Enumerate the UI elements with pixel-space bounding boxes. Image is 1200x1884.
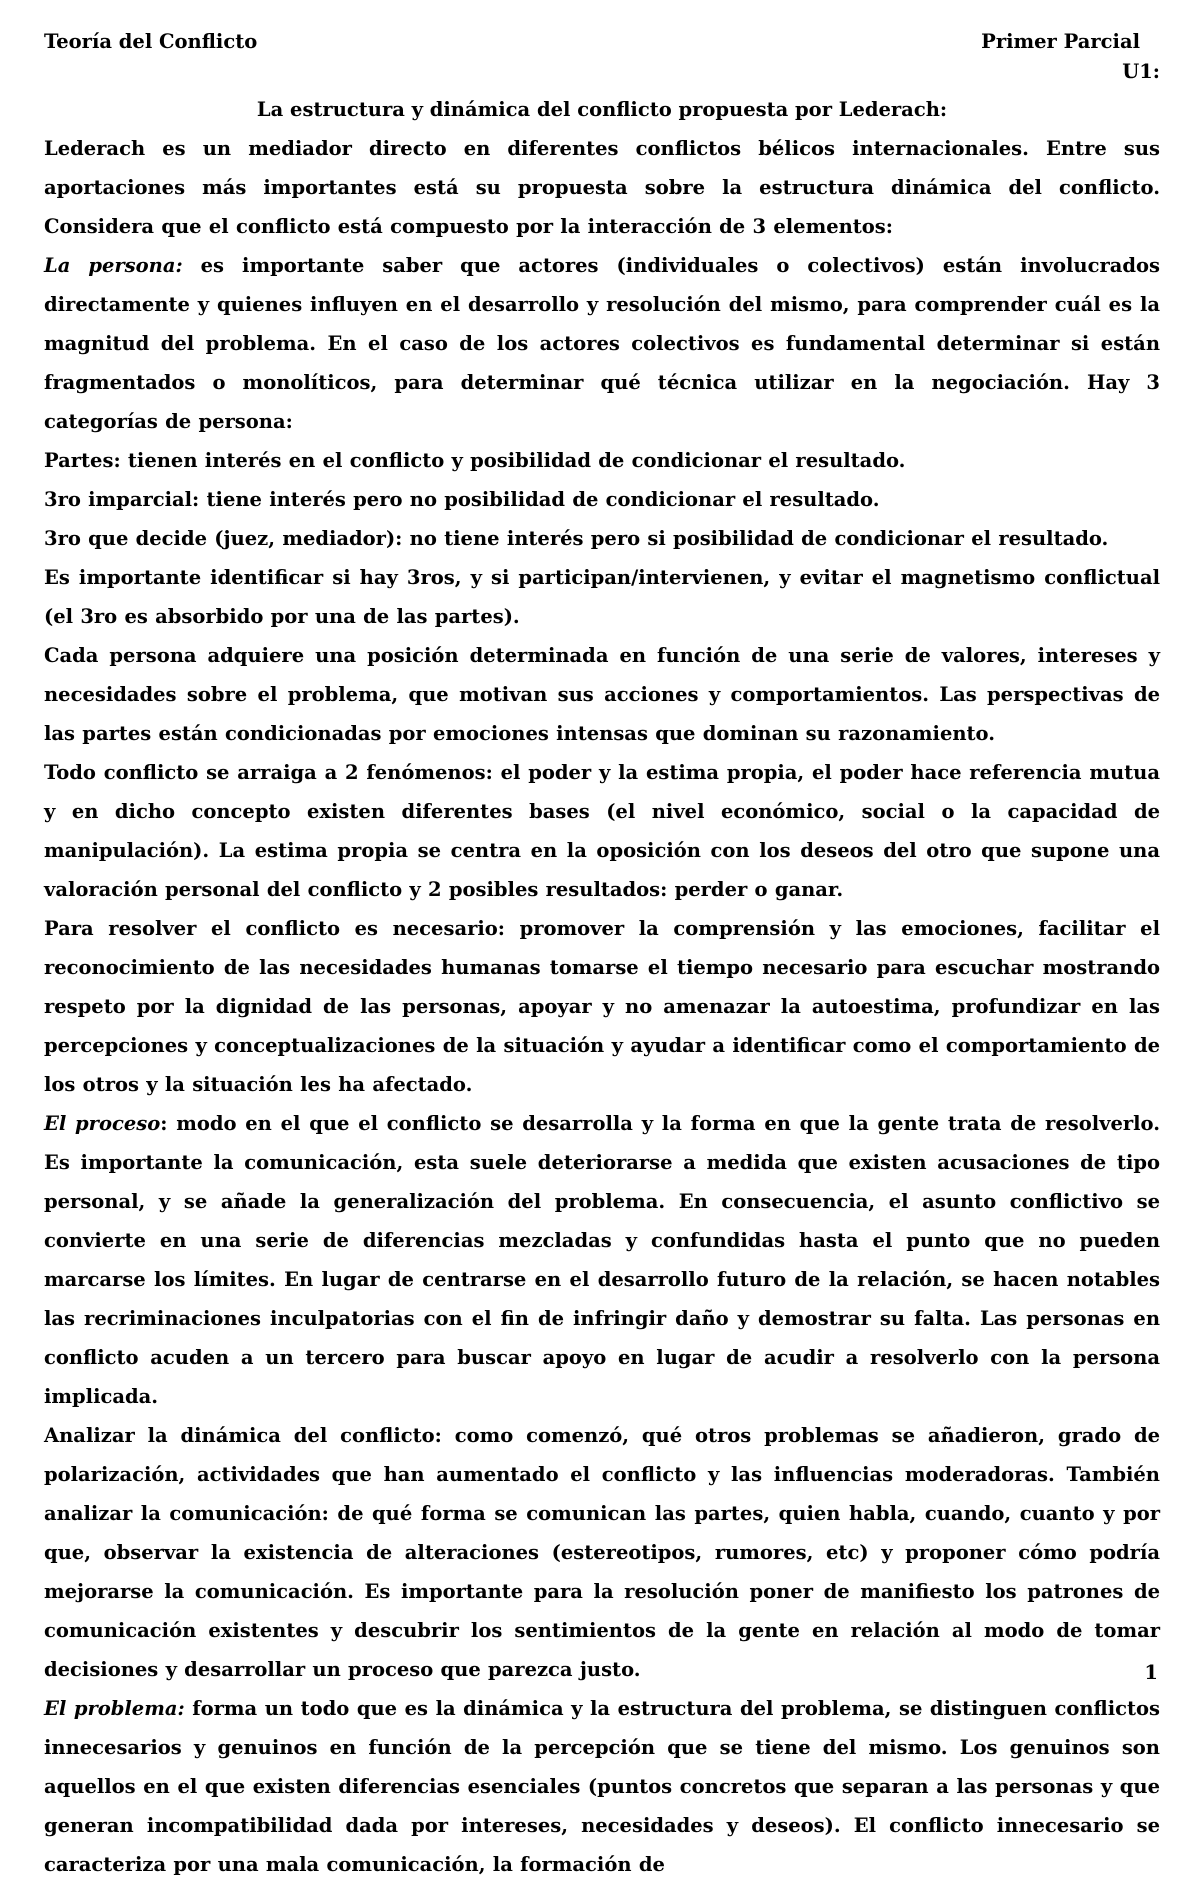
partes-paragraph: Partes: tienen interés en el conflicto y posibilidad de condicionar el resultado. [44,449,906,472]
persona-paragraph [44,246,1160,441]
problema-text: forma un todo que es la dinámica y la estructura del problema, se distinguen conflictos innecesarios y genuinos en función de la percepción que se tiene del mismo. Los genuinos son aquellos en el que existen diferencias esenciales (puntos concretos que separan a las personas y que generan incompatibilidad dada por intereses, necesidades y deseos). El conflicto innecesario se caracteriza por una mala comunicación, la formación de [44,1697,1160,1876]
proceso-text: : modo en el que el conflicto se desarrolla y la forma en que la gente trata de resolverlo. Es importante la comunicación, esta suele deteriorarse a medida que existen acusaciones de tipo personal, y se añade la generalización del problema. En consecuencia, el asunto conflictivo se convierte en una serie de diferencias mezcladas y confundidas hasta el punto que no pueden marcarse los límites. En lugar de centrarse en el desarrollo futuro de la relación, se hacen notables las recriminaciones inculpatorias con el fin de infringir daño y demostrar su falta. Las personas en conflicto acuden a un tercero para buscar apoyo en lugar de acudir a resolverlo con la persona implicada. [44,1112,1160,1408]
posicion-paragraph: Cada persona adquiere una posición determinada en función de una serie de valores, intereses y necesidades sobre el problema, que motivan sus acciones y comportamientos. Las perspectivas de las partes están condicionadas por emociones intensas que dominan su razonamiento. [44,644,1160,745]
dinamica-paragraph: Analizar la dinámica del conflicto: como comenzó, qué otros problemas se añadieron, grado de polarización, actividades que han aumentado el conflicto y las influencias moderadoras. También analizar la comunicación: de qué forma se comunican las partes, quien habla, cuando, cuanto y por que, observar la existencia de alteraciones (estereotipos, rumores, etc) y proponer cómo podría mejorarse la comunicación. Es importante para la resolución poner de manifiesto los patrones de comunicación existentes y descubrir los sentimientos de la gente en relación al modo de tomar decisiones y desarrollar un proceso que parezca justo. [44,1424,1160,1681]
fenomenos-paragraph: Todo conflicto se arraiga a 2 fenómenos: el poder y la estima propia, el poder hace referencia mutua y en dicho concepto existen diferentes bases (el nivel económico, social o la capacidad de manipulación). La estima propia se centra en la oposición con los deseos del otro que supone una valoración personal del conflicto y 2 posibles resultados: perder o ganar. [44,761,1160,901]
persona-text: es importante saber que actores (individuales o colectivos) están involucrados directamente y quienes influyen en el desarrollo y resolución del mismo, para comprender cuál es la magnitud del problema. En el caso de los actores colectivos es fundamental determinar si están fragmentados o monolíticos, para determinar qué técnica utilizar en la negociación. Hay 3 categorías de persona: [44,254,1160,433]
document-title: La estructura y dinámica del conflicto propuesta por Lederach: [256,98,948,121]
course-title: Teoría del Conflicto [44,30,258,53]
persona-heading: La persona: [44,254,183,277]
page-number: 1 [1144,1661,1158,1684]
intro-paragraph: Lederach es un mediador directo en diferentes conflictos bélicos internacionales. Entre sus aportaciones más importantes está su propuesta sobre la estructura dinámica del conflicto. Considera que el conflicto está compuesto por la interacción de 3 elementos: [44,137,1160,238]
resolver-paragraph: Para resolver el conflicto es necesario: promover la comprensión y las emociones, facilitar el reconocimiento de las necesidades humanas tomarse el tiempo necesario para escuchar mostrando respeto por la dignidad de las personas, apoyar y no amenazar la autoestima, profundizar en las percepciones y conceptualizaciones de la situación y ayudar a identificar como el comportamiento de los otros y la situación les ha afectado. [44,917,1160,1096]
tercero-decide-paragraph: 3ro que decide (juez, mediador): no tiene interés pero si posibilidad de condicionar el resultado. [44,527,1109,550]
document-body [44,129,1160,1884]
unit-label: U1: [1122,60,1160,83]
problema-heading: El problema: [44,1697,185,1720]
exam-label: Primer Parcial [981,30,1140,53]
problema-paragraph [44,1689,1160,1884]
tercero-imparcial-paragraph: 3ro imparcial: tiene interés pero no posibilidad de condicionar el resultado. [44,488,880,511]
proceso-heading: El proceso [44,1112,161,1135]
proceso-paragraph [44,1104,1160,1416]
page-header [44,28,1160,83]
identificar-terceros-paragraph: Es importante identificar si hay 3ros, y si participan/intervienen, y evitar el magnetismo conflictual (el 3ro es absorbido por una de las partes). [44,566,1160,628]
